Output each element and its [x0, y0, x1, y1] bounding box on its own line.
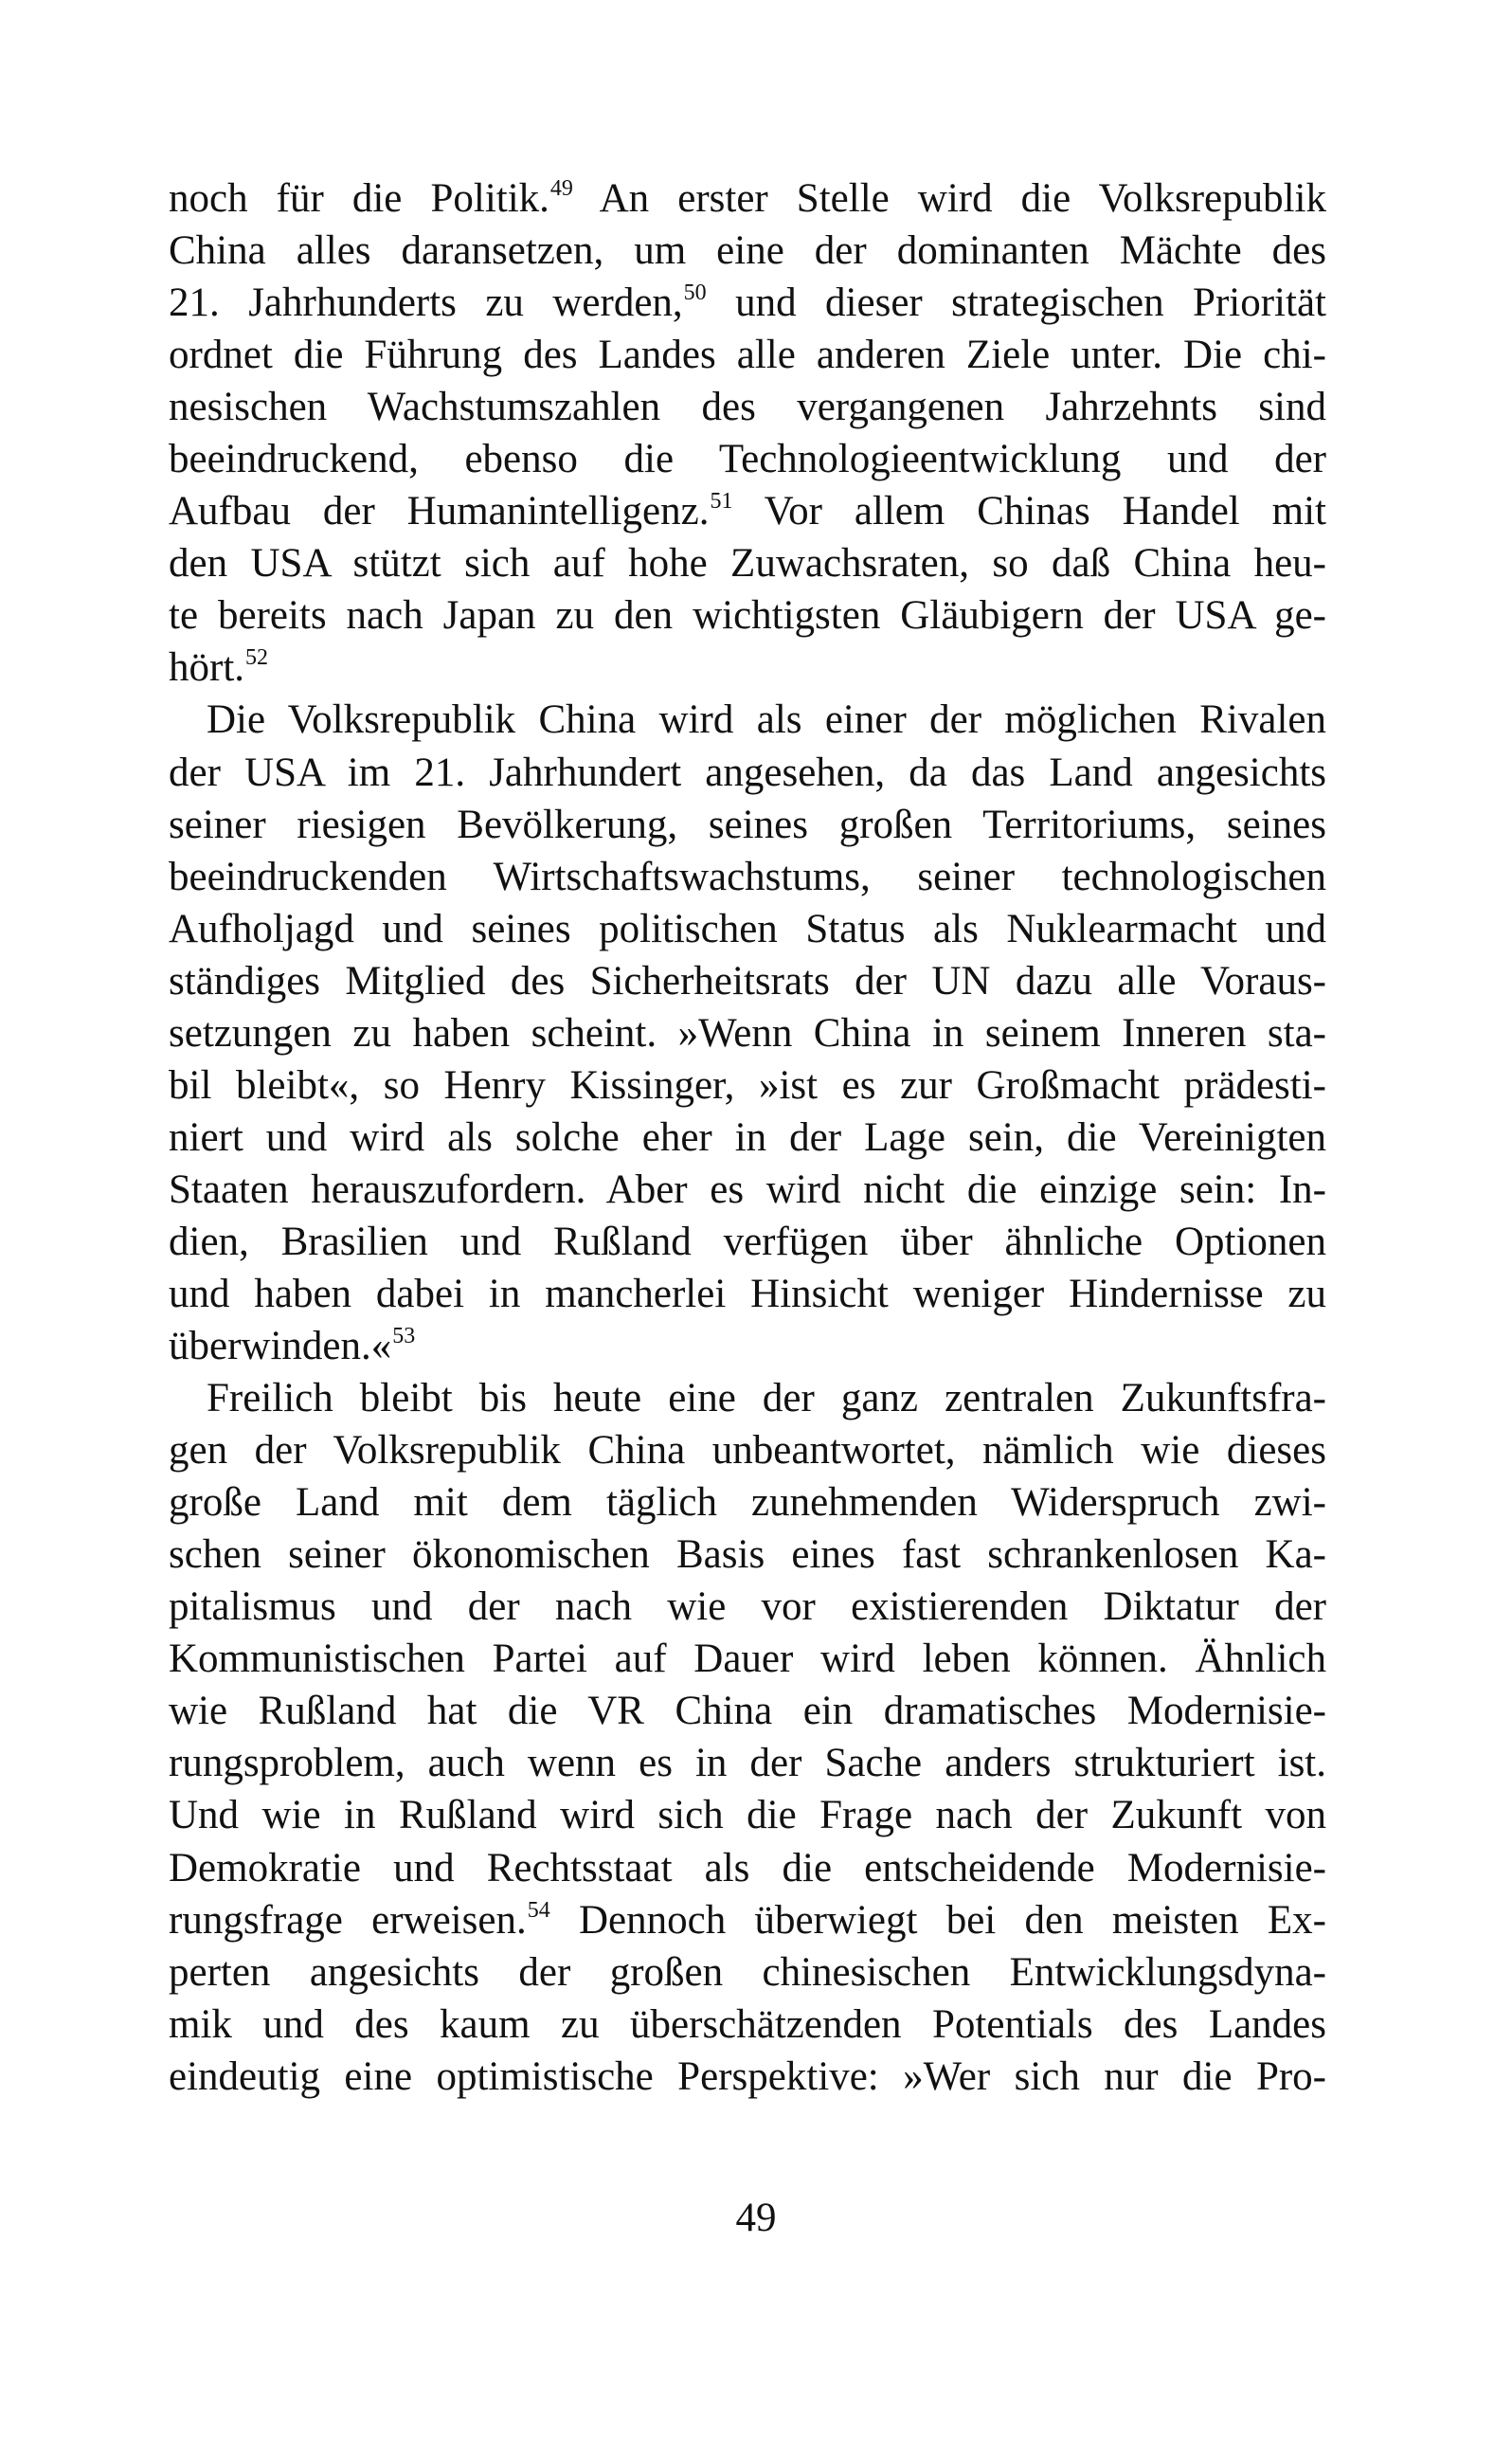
text-line [169, 172, 1326, 225]
line-text: seiner riesigen Bevölkerung, seines großen Territoriums, seines [169, 802, 1326, 847]
text-line [169, 1999, 1326, 2051]
text-line [169, 1112, 1326, 1164]
text-line [169, 1685, 1326, 1737]
footnote-marker: 50 [683, 280, 707, 306]
line-text: ständiges Mitglied des Sicherheitsrats der UN dazu alle Voraus- [169, 958, 1326, 1004]
text-line [169, 747, 1326, 799]
footnote-marker: 49 [549, 176, 573, 201]
line-text: Demokratie und Rechtsstaat als die entscheidende Modernisie- [169, 1845, 1326, 1890]
line-text: und haben dabei in mancherlei Hinsicht weniger Hindernisse zu [169, 1271, 1326, 1316]
text-line [169, 1581, 1326, 1633]
line-text: schen seiner ökonomischen Basis eines fast schrankenlosen Ka- [169, 1532, 1326, 1578]
text-line [169, 903, 1326, 955]
text-line [169, 1737, 1326, 1789]
line-text: gen der Volksrepublik China unbeantwortet, nämlich wie dieses [169, 1428, 1326, 1474]
text-line [169, 1424, 1326, 1476]
text-line [169, 537, 1326, 589]
line-text: bil bleibt«, so Henry Kissinger, »ist es zur Großmacht prädesti- [169, 1062, 1326, 1108]
line-text: der USA im 21. Jahrhundert angesehen, da das Land angesichts [169, 750, 1326, 795]
text-line [169, 1528, 1326, 1581]
line-text-continued: und dieser strategischen Priorität [706, 280, 1326, 326]
line-text: beeindruckenden Wirtschaftswachstums, seiner technologischen [169, 854, 1326, 899]
line-text: ordnet die Führung des Landes alle anderen Ziele unter. Die chi- [169, 333, 1326, 378]
text-line [169, 1059, 1326, 1112]
text-line [169, 642, 1326, 694]
line-text-continued: An erster Stelle wird die Volksrepublik [572, 176, 1326, 221]
line-text: perten angesichts der großen chinesischen Entwicklungsdyna- [169, 1949, 1326, 1995]
text-line [169, 433, 1326, 485]
line-text: Die Volksrepublik China wird als einer der möglichen Rivalen [207, 697, 1326, 743]
text-line [169, 329, 1326, 381]
line-text: eindeutig eine optimistische Perspektive: »Wer sich nur die Pro- [169, 2053, 1326, 2099]
text-line [169, 955, 1326, 1007]
line-text: dien, Brasilien und Rußland verfügen über ähnliche Optionen [169, 1219, 1326, 1264]
line-text: setzungen zu haben scheint. »Wenn China in seinem Inneren sta- [169, 1010, 1326, 1056]
page-number: 49 [735, 2196, 777, 2240]
footnote-marker: 51 [710, 489, 733, 515]
text-line [169, 277, 1326, 329]
line-text: wie Rußland hat die VR China ein dramatisches Modernisie- [169, 1689, 1326, 1734]
text-line [169, 1476, 1326, 1528]
line-text: große Land mit dem täglich zunehmenden Widerspruch zwi- [169, 1480, 1326, 1526]
line-text: te bereits nach Japan zu den wichtigsten Gläubigern der USA ge- [169, 593, 1326, 639]
text-line [169, 694, 1326, 746]
line-text: pitalismus und der nach wie vor existierenden Diktatur der [169, 1584, 1326, 1630]
text-line [169, 1164, 1326, 1216]
line-text-continued: Vor allem Chinas Handel mit [732, 489, 1326, 534]
line-text: Staaten herauszufordern. Aber es wird nicht die einzige sein: In- [169, 1167, 1326, 1212]
line-text: rungsproblem, auch wenn es in der Sache anders strukturiert ist. [169, 1741, 1326, 1786]
text-line [169, 1842, 1326, 1894]
line-text: nesischen Wachstumszahlen des vergangenen Jahrzehnts sind [169, 385, 1326, 430]
line-text: niert und wird als solche eher in der Lage sein, die Vereinigten [169, 1114, 1326, 1160]
line-text: Kommunistischen Partei auf Dauer wird leben können. Ähnlich [169, 1637, 1326, 1682]
line-text: 21. Jahrhunderts zu werden, [169, 280, 683, 326]
text-line [169, 1946, 1326, 1999]
text-line [169, 1633, 1326, 1685]
text-line [169, 2051, 1326, 2103]
text-line [169, 1372, 1326, 1424]
text-line [169, 1894, 1326, 1946]
text-line [169, 851, 1326, 903]
text-line [169, 1789, 1326, 1841]
footnote-marker: 52 [245, 645, 269, 671]
text-line [169, 225, 1326, 277]
text-line [169, 1216, 1326, 1268]
body-text [169, 172, 1326, 2103]
text-line [169, 799, 1326, 851]
text-line [169, 1320, 1326, 1372]
line-text: hört. [169, 645, 245, 691]
line-text: rungsfrage erweisen. [169, 1897, 527, 1943]
line-text-continued: Dennoch überwiegt bei den meisten Ex- [549, 1897, 1326, 1943]
line-text: den USA stützt sich auf hohe Zuwachsraten, so daß China heu- [169, 541, 1326, 587]
line-text: beeindruckend, ebenso die Technologieentwicklung und der [169, 437, 1326, 482]
text-line [169, 381, 1326, 433]
line-text: China alles daransetzen, um eine der dominanten Mächte des [169, 228, 1326, 274]
text-line [169, 485, 1326, 537]
line-text: überwinden.« [169, 1324, 392, 1369]
line-text: Freilich bleibt bis heute eine der ganz zentralen Zukunftsfra- [207, 1376, 1326, 1421]
line-text: Und wie in Rußland wird sich die Frage nach der Zukunft von [169, 1793, 1326, 1838]
line-text: Aufholjagd und seines politischen Status als Nuklearmacht und [169, 906, 1326, 951]
footnote-marker: 53 [392, 1324, 416, 1349]
text-line [169, 589, 1326, 642]
line-text: noch für die Politik. [169, 176, 549, 221]
line-text: mik und des kaum zu überschätzenden Potentials des Landes [169, 2001, 1326, 2047]
line-text: Aufbau der Humanintelligenz. [169, 489, 710, 534]
text-line [169, 1007, 1326, 1059]
text-line [169, 1268, 1326, 1320]
footnote-marker: 54 [527, 1897, 550, 1923]
